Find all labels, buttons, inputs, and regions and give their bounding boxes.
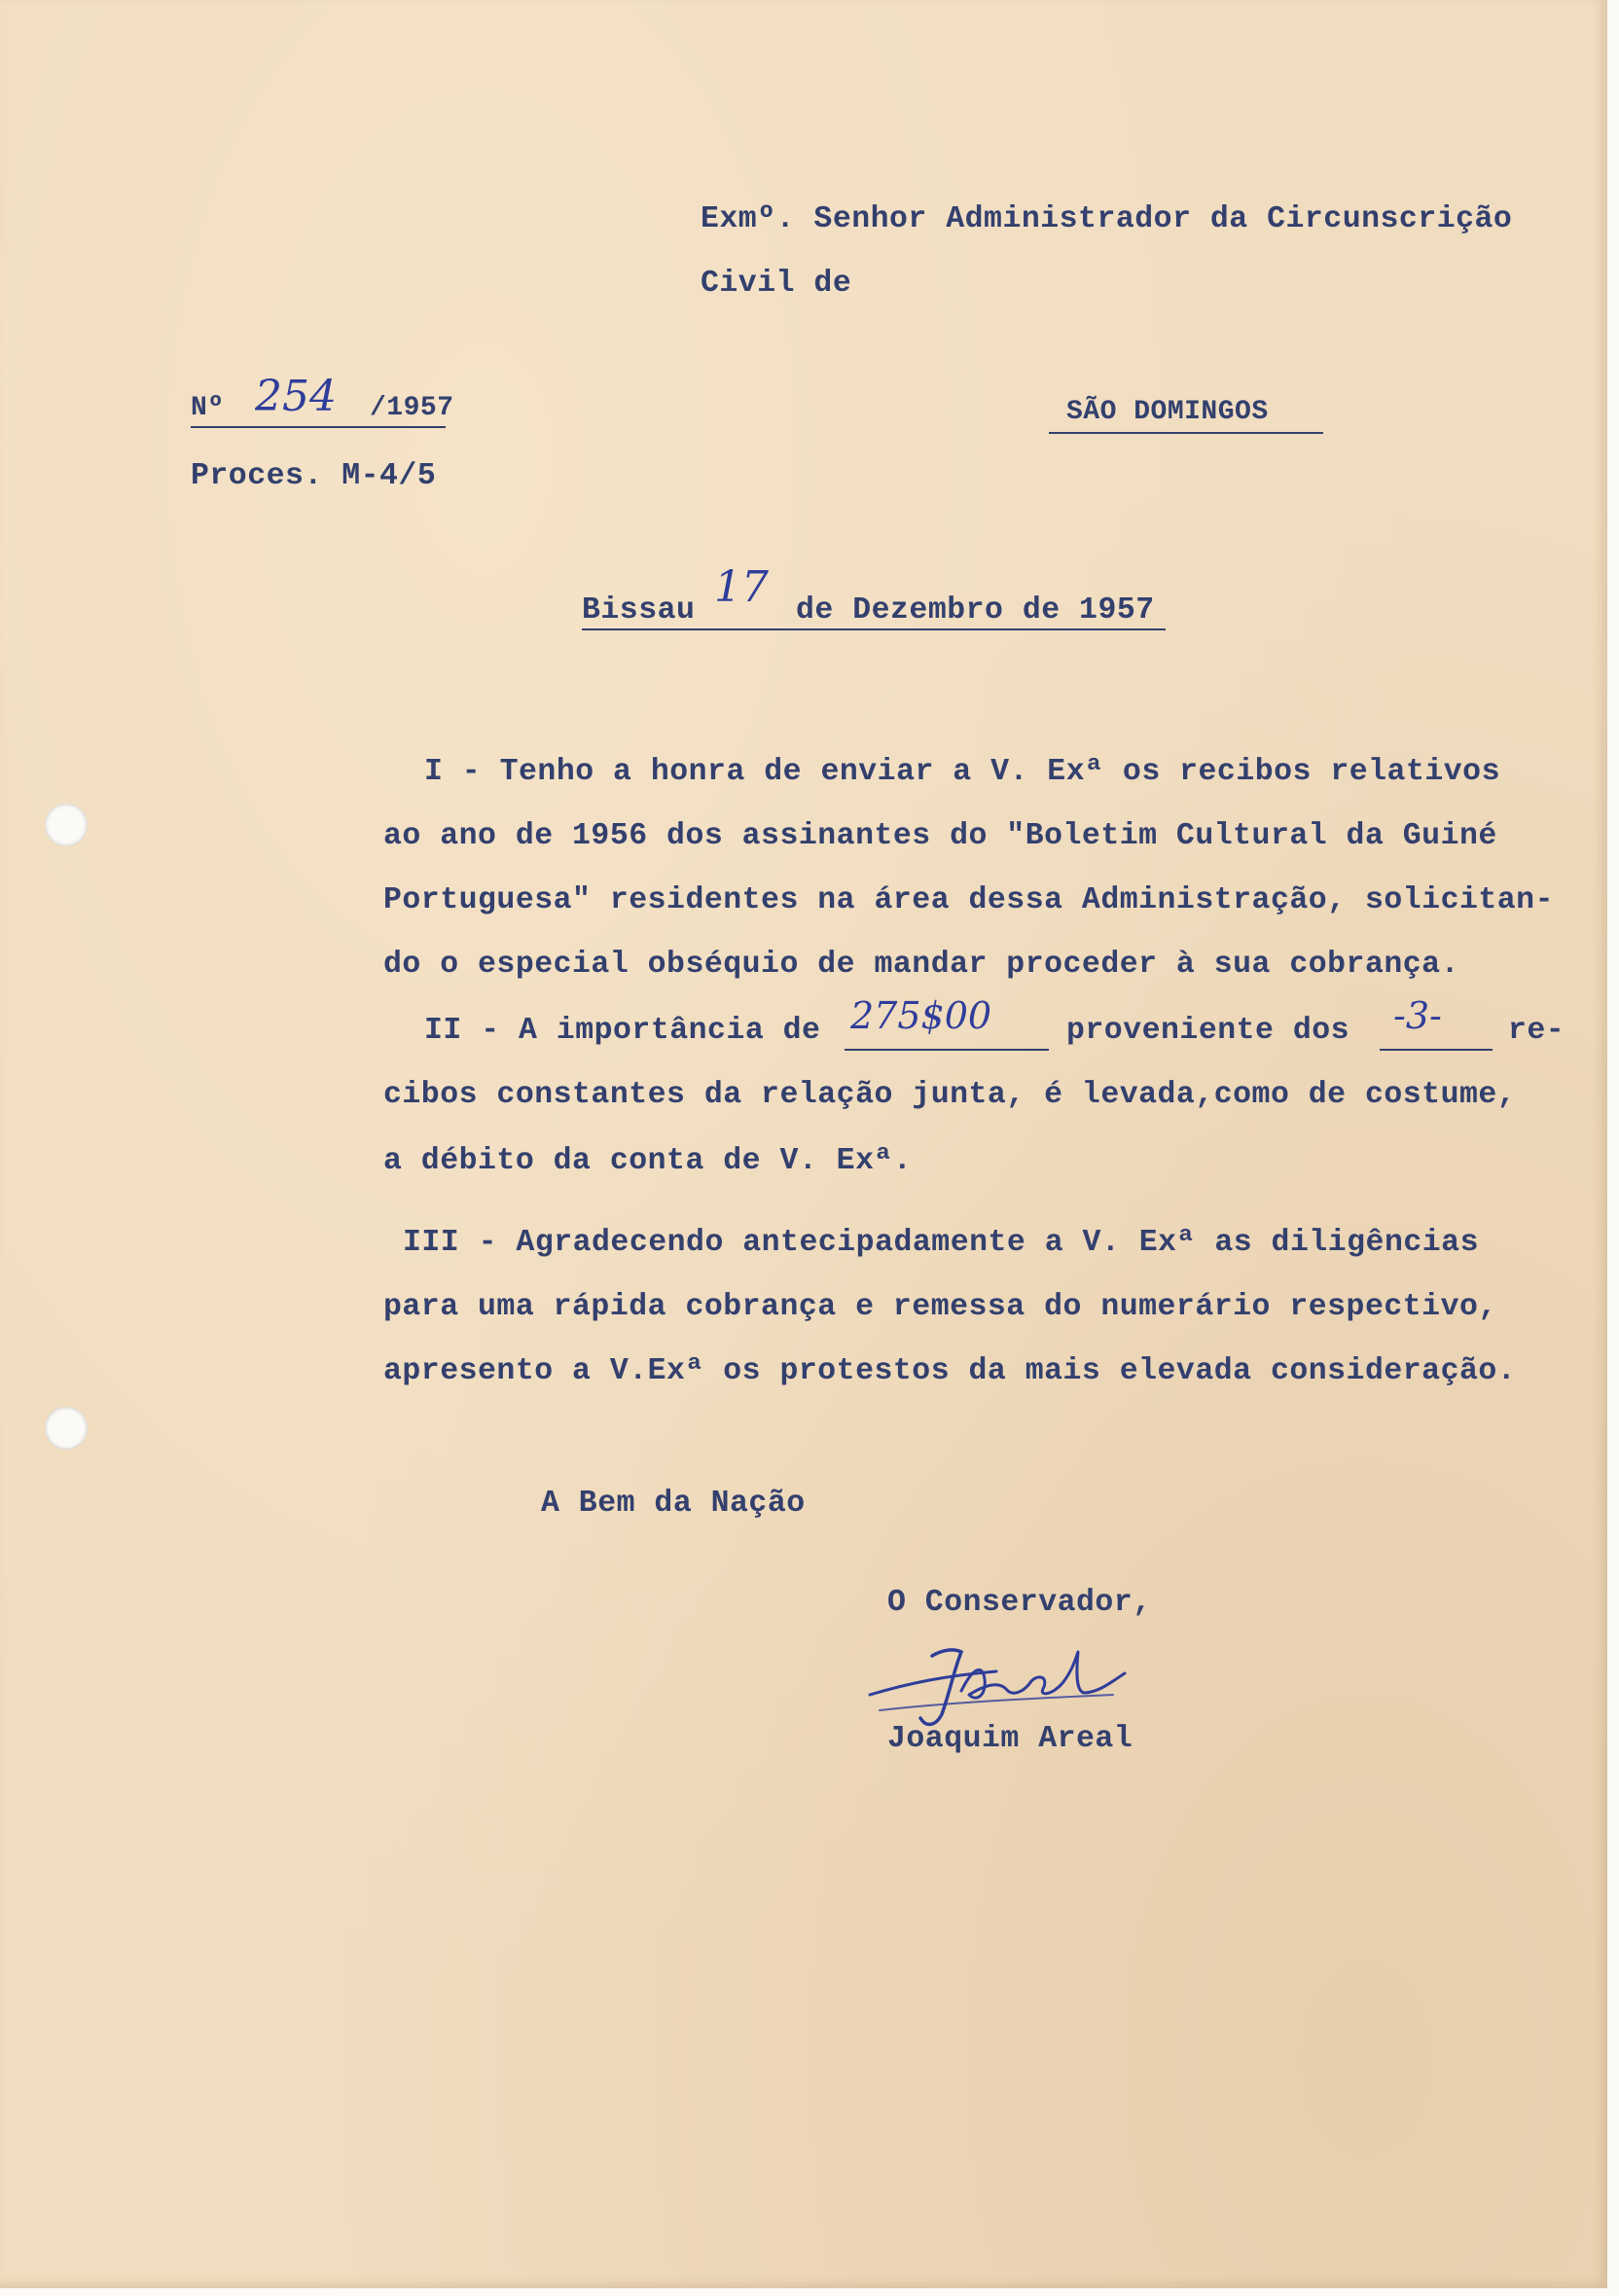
addressee-line-2: Civil de [701, 267, 852, 301]
paragraph-2-end: re- [1508, 1014, 1565, 1048]
reference-underline [191, 426, 446, 428]
amount-underline [845, 1049, 1049, 1051]
reference-year: /1957 [370, 393, 454, 423]
place-underline [1049, 432, 1323, 434]
paragraph-2-mid: proveniente dos [1066, 1014, 1350, 1048]
count-underline [1380, 1049, 1493, 1051]
paragraph-3-line-3: apresento a V.Exª os protestos da mais elevada consideração. [383, 1354, 1517, 1388]
closing-salutation: A Bem da Nação [541, 1487, 806, 1521]
reference-prefix: Nº [191, 393, 225, 423]
paragraph-2-lead: II - A importância de [424, 1014, 821, 1048]
date-day-handwritten: 17 [714, 562, 769, 612]
amount-handwritten: 275$00 [850, 994, 992, 1037]
paragraph-2-line-2: cibos constantes da relação junta, é levada,como de costume, [383, 1078, 1517, 1112]
date-city: Bissau [582, 593, 696, 628]
paragraph-2-line-3: a débito da conta de V. Exª. [383, 1144, 913, 1178]
signatory-title: O Conservador, [887, 1586, 1152, 1620]
addressee-line-1: Exmº. Senhor Administrador da Circunscrição [701, 202, 1513, 236]
date-underline [582, 628, 1166, 630]
paragraph-3-line-1: III - Agradecendo antecipadamente a V. Exª as diligências [403, 1226, 1479, 1260]
paragraph-3-line-2: para uma rápida cobrança e remessa do numerário respectivo, [383, 1290, 1497, 1324]
paragraph-1-line-3: Portuguesa" residentes na área dessa Administração, solicitan- [383, 883, 1554, 917]
punch-hole [45, 1407, 88, 1450]
reference-number-handwritten: 254 [255, 372, 337, 421]
date-rest: de Dezembro de 1957 [796, 593, 1155, 628]
paragraph-1-line-2: ao ano de 1956 dos assinantes do "Boletim Cultural da Guiné [383, 819, 1497, 853]
paragraph-1-line-4: do o especial obséquio de mandar proceder à sua cobrança. [383, 948, 1459, 982]
paragraph-1-line-1: I - Tenho a honra de enviar a V. Exª os recibos relativos [424, 755, 1500, 789]
count-handwritten: -3- [1393, 994, 1442, 1037]
signatory-name: Joaquim Areal [887, 1722, 1133, 1756]
punch-hole [45, 804, 88, 846]
process-number: Proces. M-4/5 [191, 459, 437, 493]
addressee-place: SÃO DOMINGOS [1066, 397, 1269, 427]
